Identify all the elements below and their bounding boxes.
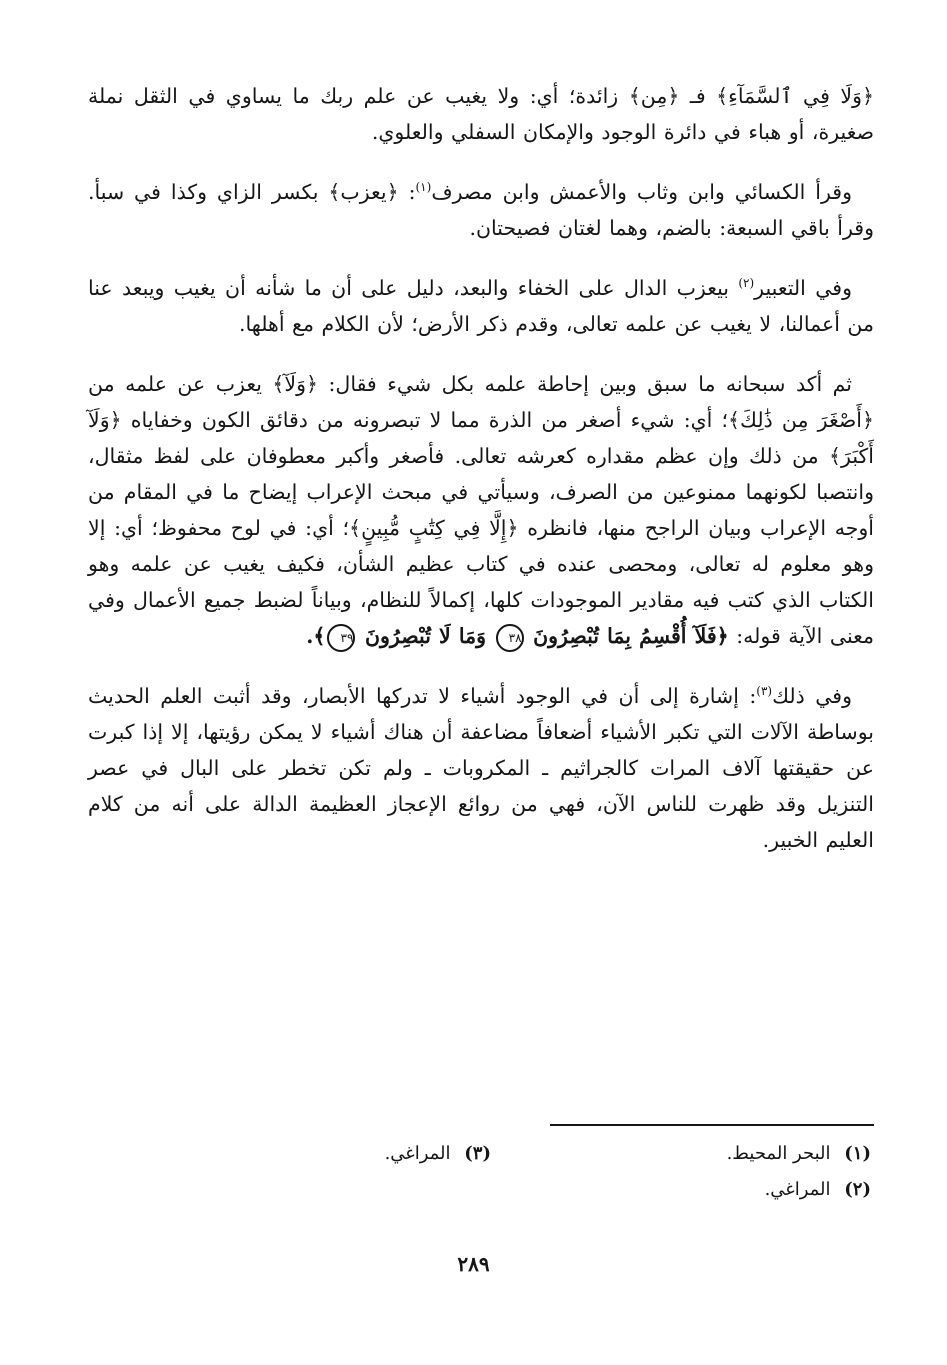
- footnote-number: (٣): [464, 1143, 491, 1164]
- footnote-row: [91, 1140, 871, 1176]
- footnote-number: (١): [844, 1143, 871, 1164]
- ayah-number-marker: ٣٩: [327, 624, 355, 652]
- paragraph-1-text: ﴿وَلَا فِي ٱلسَّمَآءِ﴾ فـ ﴿مِن﴾ زائدة؛ أي: ولا يغيب عن علم ربك ما يساوي في الثقل نملة صغيرة، أو هباء في دائرة الوجود والإمكان السفلي والعلوي.: [88, 84, 874, 144]
- quran-verse-end: ﴾.: [306, 624, 326, 648]
- paragraph-1: [88, 78, 874, 150]
- footnote-text: البحر المحيط.: [726, 1143, 831, 1164]
- paragraph-2-text-a: وقرأ الكسائي وابن وثاب والأعمش وابن مصرف: [431, 180, 852, 204]
- footnote-text: المراغي.: [764, 1179, 831, 1200]
- footnote-1: [491, 1140, 871, 1176]
- footnote-ref-3[interactable]: (٣): [756, 684, 773, 699]
- quran-verse-a: ﴿فَلَآ أُقْسِمُ بِمَا تُبْصِرُونَ: [533, 624, 729, 648]
- page-number: ٢٨٩: [457, 1252, 490, 1276]
- paragraph-5-text-b: : إشارة إلى أن في الوجود أشياء لا تدركها الأبصار، وقد أثبت العلم الحديث بوساطة الآلات التي تكبر الأشياء أضعافاً مضاعفة أن هناك أشياء لا يمكن رؤيتها، إلا إذا كبرت عن حقيقتها آلاف المرات كالجراثيم ـ المكروبات ـ ولم تكن تخطر على البال في عصر التنزيل وقد ظهرت للناس الآن، فهي من روائع الإعجاز العظيمة الدالة على أنه من كلام العليم الخبير.: [88, 684, 874, 852]
- paragraph-4: [88, 366, 874, 654]
- paragraph-3-text-a: وفي التعبير: [754, 276, 852, 300]
- footnote-ref-1[interactable]: (١): [415, 180, 432, 195]
- footnotes: [91, 1140, 871, 1212]
- paragraph-4-text: ثم أكد سبحانه ما سبق وبين إحاطة علمه بكل شيء فقال: ﴿وَلَآ﴾ يعزب عن علمه من ﴿أَصْغَرَ مِن ذَٰلِكَ﴾؛ أي: شيء أصغر من الذرة مما لا تبصرونه من دقائق الكون وخفاياه ﴿وَلَآ أَكْبَرَ﴾ من ذلك وإن عظم مقداره كعرشه تعالى. فأصغر وأكبر معطوفان على لفظ مثقال، وانتصبا لكونهما ممنوعين من الصرف، وسيأتي في مبحث الإعراب إيضاح ما في المقام من أوجه الإعراب وبيان الراجح منها، فانظره ﴿إِلَّا فِي كِتَٰبٍ مُّبِينٍ﴾؛ أي: في لوح محفوظ؛ أي: إلا وهو معلوم له تعالى، ومحصى عنده في كتاب عظيم الشأن، فكيف يغيب عن علمه وهو الكتاب الذي كتب فيه مقادير الموجودات كلها، إكمالاً للنظام، وبياناً لضبط جميع الأعمال وفي معنى الآية قوله:: [88, 372, 874, 648]
- quran-verse-b: وَمَا لَا تُبْصِرُونَ: [364, 624, 486, 648]
- footnote-2: [491, 1176, 871, 1212]
- ayah-number-marker: ٣٨: [496, 624, 524, 652]
- paragraph-3-text-b: بيعزب الدال على الخفاء والبعد، دليل على أن ما شأنه أن يغيب ويبعد عنا من أعمالنا، لا يغيب عن علمه تعالى، وقدم ذكر الأرض؛ لأن الكلام مع أهلها.: [88, 276, 874, 336]
- paragraph-5-text-a: وفي ذلك: [772, 684, 852, 708]
- paragraph-3: [88, 270, 874, 342]
- footnote-number: (٢): [844, 1179, 871, 1200]
- footnote-3: [111, 1140, 491, 1176]
- page-body: [88, 78, 874, 882]
- paragraph-5: [88, 678, 874, 858]
- footnote-text: المراغي.: [384, 1143, 451, 1164]
- paragraph-2-text-b: : ﴿يعزب﴾ بكسر الزاي وكذا في سبأ. وقرأ باقي السبعة: بالضم، وهما لغتان فصيحتان.: [88, 180, 874, 240]
- footnote-row: [91, 1176, 871, 1212]
- footnote-separator: [550, 1124, 874, 1126]
- footnote-ref-2[interactable]: (٢): [738, 276, 755, 291]
- paragraph-2: [88, 174, 874, 246]
